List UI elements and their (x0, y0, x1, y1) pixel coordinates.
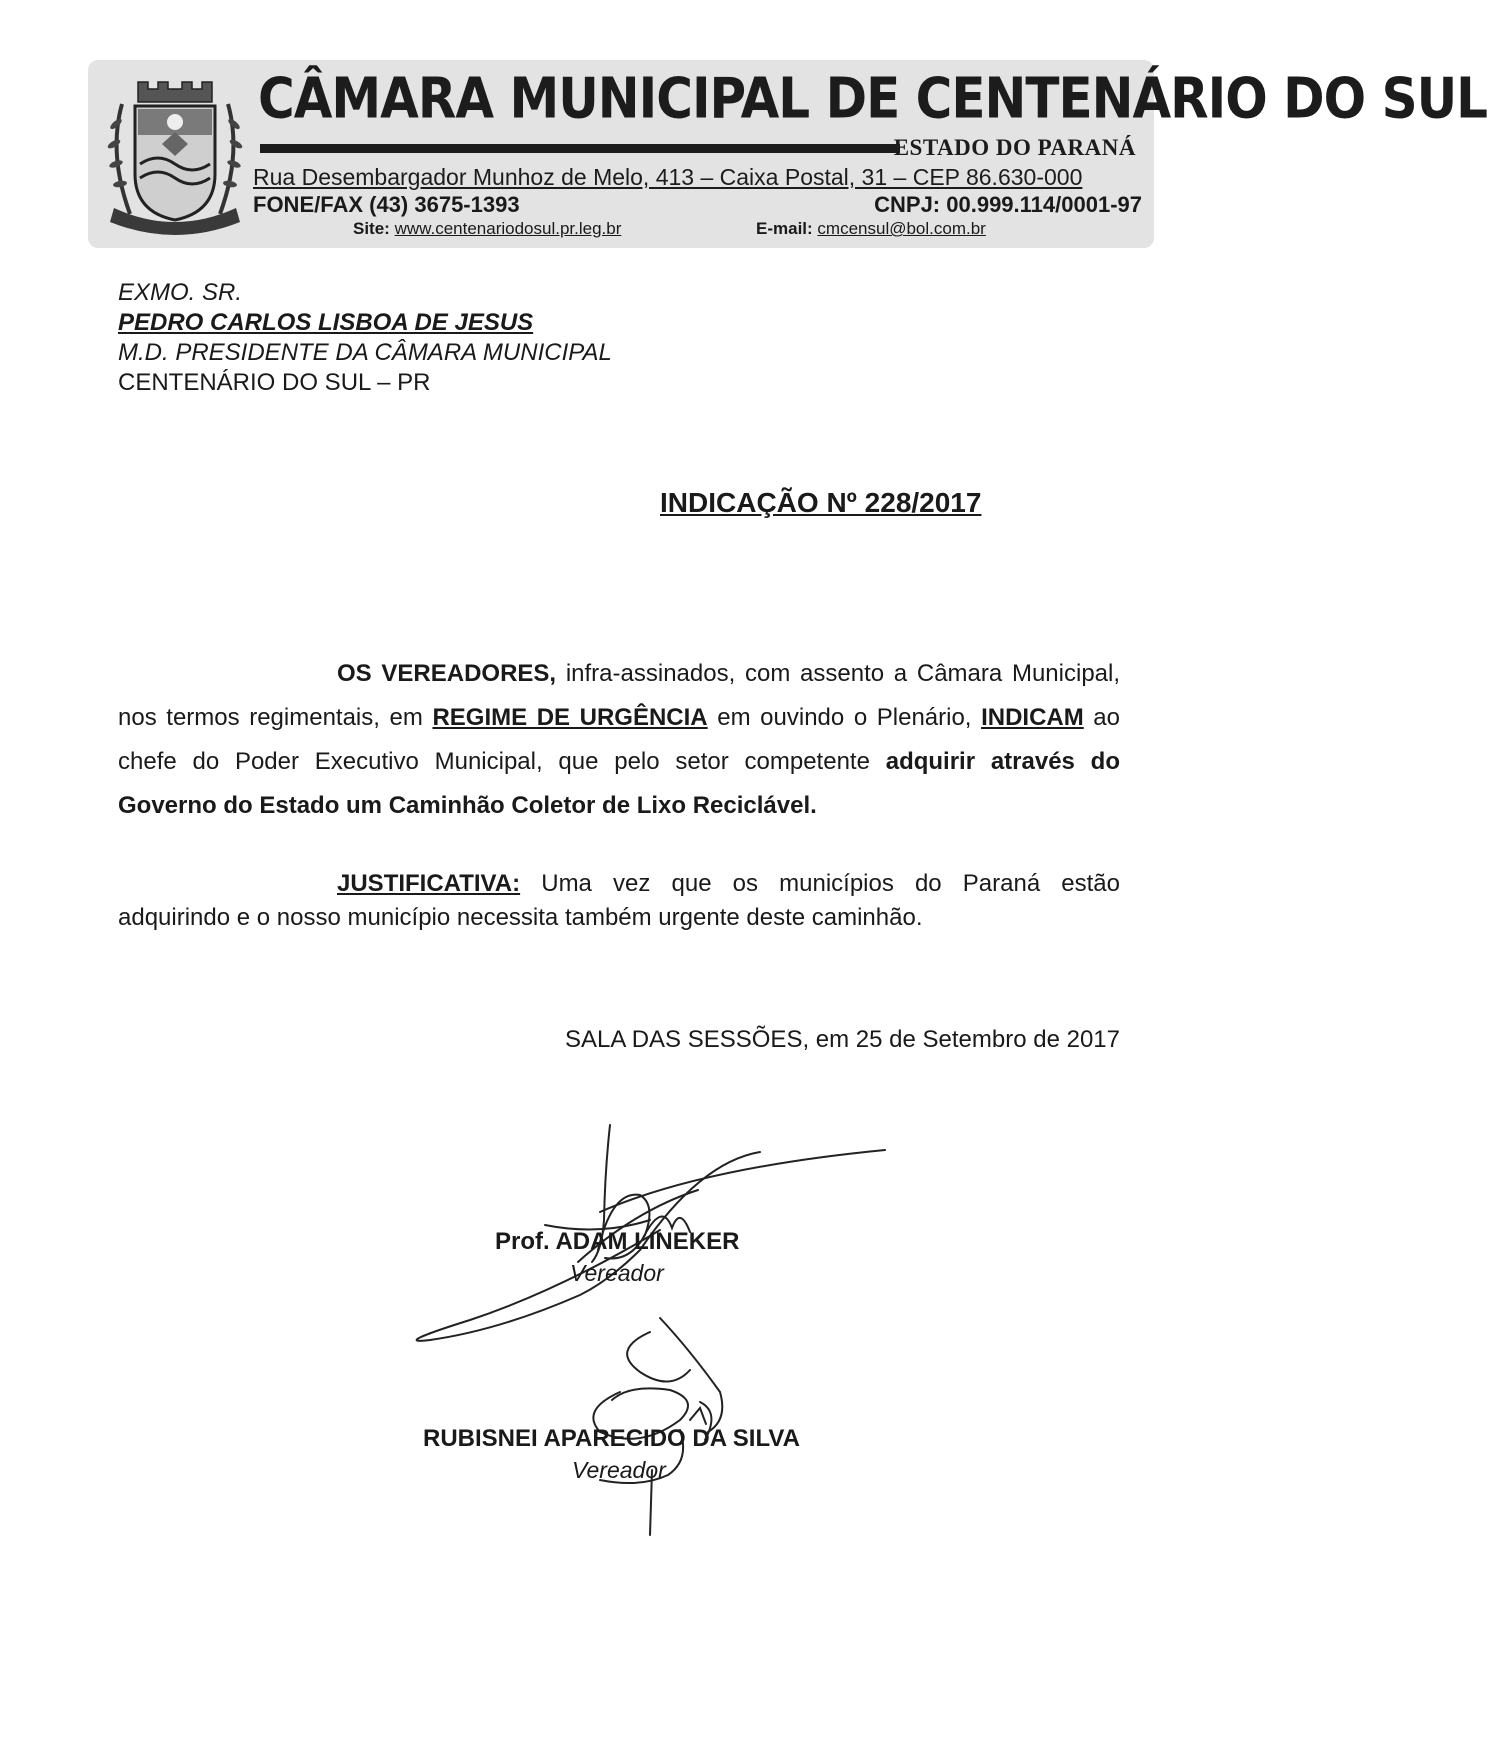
email-label: E-mail: (756, 219, 813, 238)
justification-text: Uma vez que os municípios do Paraná estão adquirindo e o nosso município necessita também urgente deste caminhão. (118, 870, 1120, 931)
addressee-name: PEDRO CARLOS LISBOA DE JESUS (118, 309, 534, 336)
letterhead (88, 60, 1487, 248)
letterhead-address: Rua Desembargador Munhoz de Melo, 413 – Caixa Postal, 31 – CEP 86.630-000 (253, 164, 1083, 190)
addressee-city: CENTENÁRIO DO SUL – PR (118, 369, 431, 396)
coat-of-arms-icon (100, 74, 250, 238)
signatory-1-role: Vereador (570, 1260, 664, 1286)
body-text-2: em ouvindo o Plenário, (707, 704, 982, 731)
letterhead-email (756, 219, 986, 239)
addressee-role: M.D. PRESIDENTE DA CÂMARA MUNICIPAL (118, 339, 612, 366)
indicam-text: INDICAM (981, 704, 1084, 731)
body-text-3: ao chefe do Poder Executivo Municipal, que pelo setor competente (118, 704, 1120, 775)
letterhead-state: ESTADO DO PARANÁ (893, 135, 1136, 160)
justification-paragraph (118, 867, 1120, 935)
request-text: adquirir através do Governo do Estado um Caminhão Coletor de Lixo Reciclável. (118, 748, 1121, 819)
site-label: Site: (353, 219, 390, 238)
justification-label: JUSTIFICATIVA: (337, 870, 521, 897)
site-link[interactable]: www.centenariodosul.pr.leg.br (394, 219, 622, 238)
lead-text: OS VEREADORES, (337, 660, 557, 687)
signatory-2-role: Vereador (572, 1457, 666, 1483)
letterhead-cnpj: CNPJ: 00.999.114/0001-97 (874, 192, 1142, 217)
urgency-text: REGIME DE URGÊNCIA (432, 704, 708, 731)
addressee-block (118, 278, 612, 398)
indication-paragraph (118, 652, 1120, 828)
letterhead-rule (260, 144, 900, 153)
letterhead-site (353, 219, 621, 239)
addressee-salutation: EXMO. SR. (118, 279, 243, 306)
body-text-1: infra-assinados, com assento a Câmara Municipal, nos termos regimentais, em (118, 660, 1121, 731)
signatory-2-name: RUBISNEI APARECIDO DA SILVA (423, 1425, 800, 1452)
email-link[interactable]: cmcensul@bol.com.br (817, 219, 986, 238)
letterhead-title: CÂMARA MUNICIPAL DE CENTENÁRIO DO SUL (258, 66, 1487, 131)
closing-line: SALA DAS SESSÕES, em 25 de Setembro de 2017 (565, 1026, 1120, 1053)
signatory-1-name: Prof. ADAM LINEKER (495, 1228, 740, 1255)
letterhead-phone: FONE/FAX (43) 3675-1393 (253, 192, 520, 217)
document-title: INDICAÇÃO Nº 228/2017 (660, 487, 982, 518)
